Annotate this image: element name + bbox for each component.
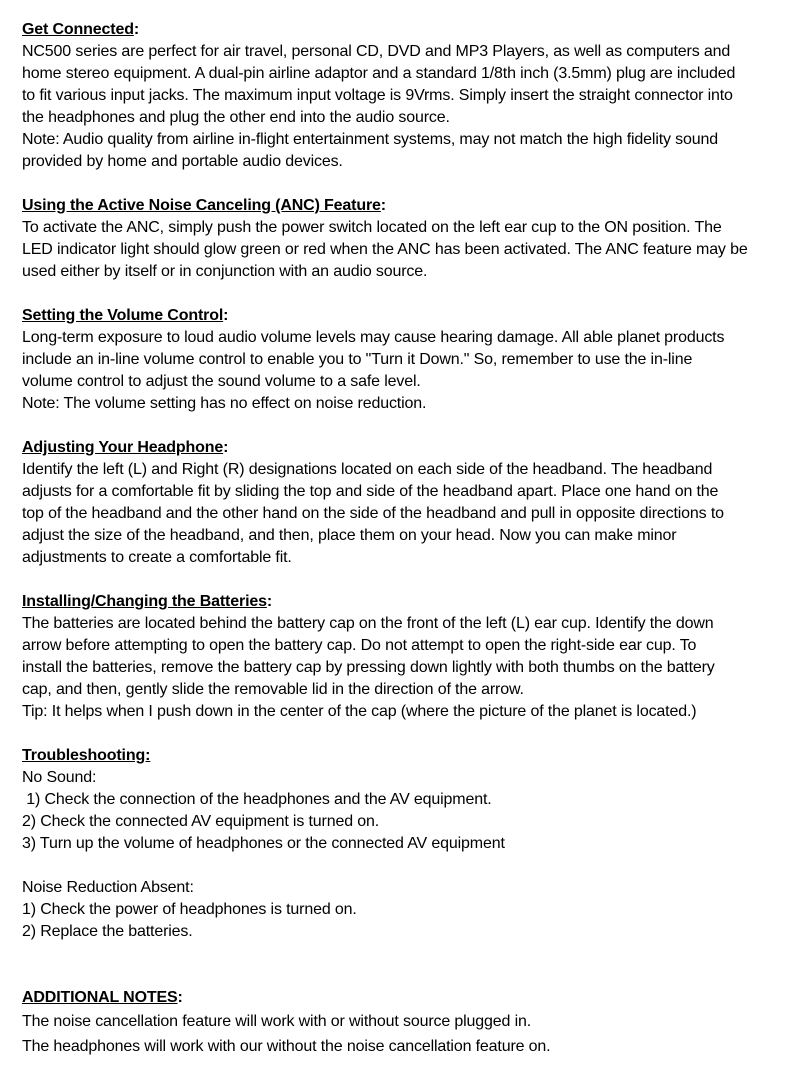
- paragraph-line: adjusts for a comfortable fit by sliding the top and side of the headband apart. Place one hand on the: [22, 483, 719, 500]
- paragraph-line: the headphones and plug the other end into the audio source.: [22, 109, 450, 126]
- list-item: 2) Replace the batteries.: [22, 923, 193, 940]
- section-heading: [22, 195, 797, 217]
- paragraph-line: LED indicator light should glow green or red when the ANC has been activated. The ANC feature may be: [22, 241, 748, 258]
- note-line: Note: The volume setting has no effect on noise reduction.: [22, 395, 427, 412]
- paragraph-line: cap, and then, gently slide the removable lid in the direction of the arrow.: [22, 681, 524, 698]
- section-volume: [22, 305, 797, 415]
- section-heading: [22, 305, 797, 327]
- paragraph-line: install the batteries, remove the battery cap by pressing down lightly with both thumbs on the battery: [22, 659, 715, 676]
- paragraph-line: include an in-line volume control to enable you to "Turn it Down." So, remember to use the in-line: [22, 351, 693, 368]
- heading-colon: :: [223, 307, 229, 324]
- section-heading: [22, 591, 797, 613]
- section-batteries: [22, 591, 797, 723]
- section-heading: [22, 745, 797, 767]
- heading-colon: :: [380, 197, 386, 214]
- heading-text: Using the Active Noise Canceling (ANC) Feature: [22, 197, 381, 214]
- heading-colon: :: [177, 989, 183, 1006]
- section-adjusting: [22, 437, 797, 569]
- subsection-title: No Sound:: [22, 769, 97, 786]
- heading-text: Troubleshooting:: [22, 747, 151, 764]
- paragraph-line: top of the headband and the other hand on the side of the headband and pull in opposite directions to: [22, 505, 724, 522]
- paragraph-line: NC500 series are perfect for air travel, personal CD, DVD and MP3 Players, as well as computers and: [22, 43, 731, 60]
- subsection-title: Noise Reduction Absent:: [22, 879, 194, 896]
- section-get-connected: [22, 19, 797, 173]
- paragraph-line: The noise cancellation feature will work with or without source plugged in.: [22, 1013, 532, 1030]
- paragraph-line: The headphones will work with our without the noise cancellation feature on.: [22, 1038, 551, 1055]
- spacer: [22, 855, 797, 877]
- note-line: provided by home and portable audio devices.: [22, 153, 343, 170]
- heading-text: Setting the Volume Control: [22, 307, 224, 324]
- heading-text: Get Connected: [22, 21, 134, 38]
- heading-text: ADDITIONAL NOTES: [22, 989, 178, 1006]
- heading-colon: :: [266, 593, 273, 610]
- paragraph-line: Long-term exposure to loud audio volume levels may cause hearing damage. All able planet products: [22, 329, 725, 346]
- list-item: 1) Check the connection of the headphones and the AV equipment.: [22, 791, 492, 808]
- paragraph-line: To activate the ANC, simply push the power switch located on the left ear cup to the ON position. The: [22, 219, 722, 236]
- paragraph-line: adjust the size of the headband, and then, place them on your head. Now you can make minor: [22, 527, 677, 544]
- paragraph-line: Identify the left (L) and Right (R) designations located on each side of the headband. The headband: [22, 461, 713, 478]
- section-anc: [22, 195, 797, 283]
- section-troubleshooting: [22, 745, 797, 943]
- heading-text: Adjusting Your Headphone: [22, 439, 224, 456]
- paragraph-line: to fit various input jacks. The maximum input voltage is 9Vrms. Simply insert the straight connector into: [22, 87, 733, 104]
- section-heading: [22, 19, 797, 41]
- list-item: 3) Turn up the volume of headphones or the connected AV equipment: [22, 835, 505, 852]
- spacer: [22, 965, 797, 987]
- paragraph-line: volume control to adjust the sound volume to a safe level.: [22, 373, 421, 390]
- paragraph-line: home stereo equipment. A dual-pin airline adaptor and a standard 1/8th inch (3.5mm) plug are included: [22, 65, 736, 82]
- paragraph-line: used either by itself or in conjunction with an audio source.: [22, 263, 428, 280]
- list-item: 2) Check the connected AV equipment is turned on.: [22, 813, 380, 830]
- paragraph-line: arrow before attempting to open the battery cap. Do not attempt to open the right-side ear cup. To: [22, 637, 697, 654]
- document: [22, 19, 797, 1081]
- tip-line: Tip: It helps when I push down in the center of the cap (where the picture of the planet is located.): [22, 703, 697, 720]
- heading-colon: :: [223, 439, 229, 456]
- list-item: 1) Check the power of headphones is turned on.: [22, 901, 357, 918]
- note-line: Note: Audio quality from airline in-flight entertainment systems, may not match the high fidelity sound: [22, 131, 719, 148]
- section-additional-notes: [22, 987, 797, 1059]
- paragraph-line: adjustments to create a comfortable fit.: [22, 549, 292, 566]
- heading-text: Installing/Changing the Batteries: [22, 593, 267, 610]
- paragraph-line: The batteries are located behind the battery cap on the front of the left (L) ear cup. Identify the down: [22, 615, 714, 632]
- section-heading: [22, 437, 797, 459]
- section-heading: [22, 987, 797, 1009]
- heading-colon: :: [133, 21, 140, 38]
